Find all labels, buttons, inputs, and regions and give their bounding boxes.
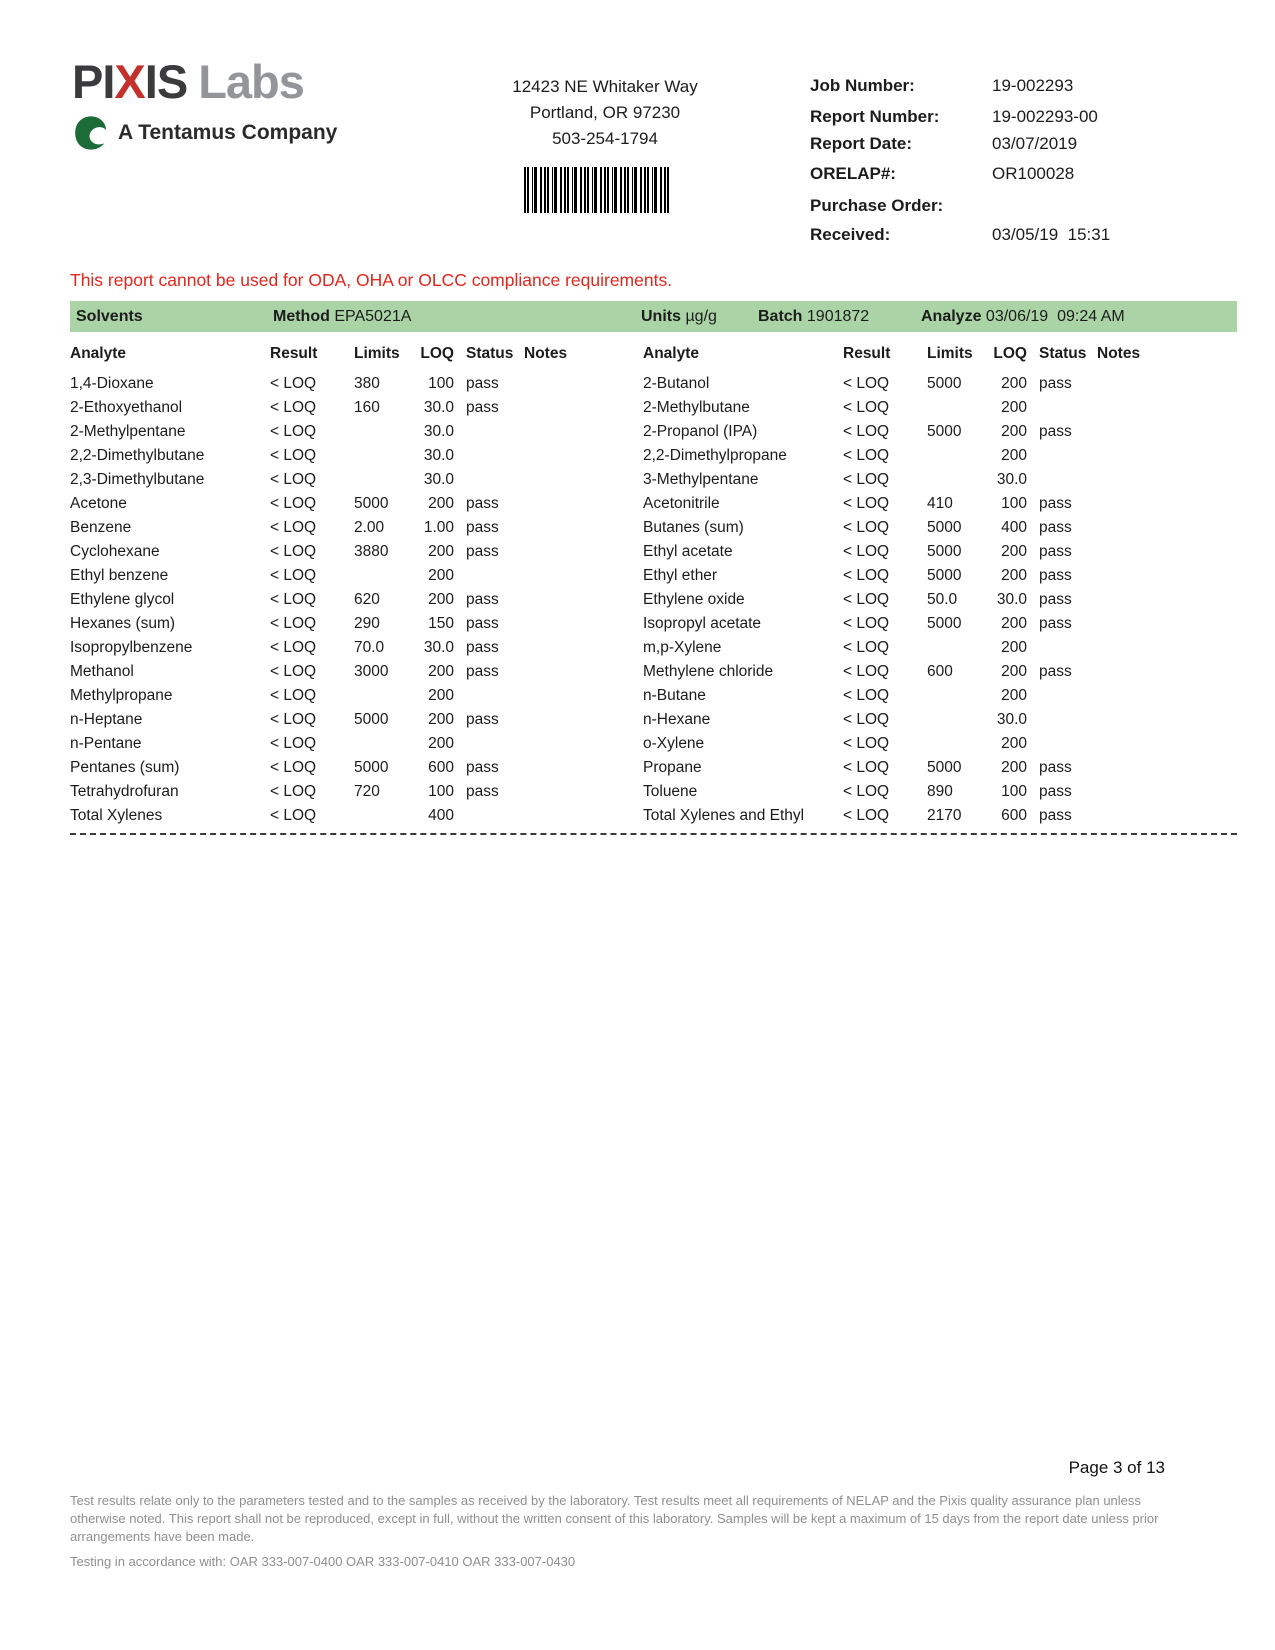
status-cell: pass: [1039, 663, 1072, 680]
analyze-value: 03/06/19 09:24 AM: [985, 308, 1125, 325]
status-cell: pass: [1039, 783, 1072, 800]
method-field: [273, 301, 411, 332]
table-row: [70, 780, 635, 804]
table-header-left: [70, 342, 635, 366]
result-cell: < LOQ: [270, 519, 317, 536]
status-cell: pass: [1039, 615, 1072, 632]
units-field: [641, 301, 717, 332]
loq-cell: 200: [1001, 687, 1027, 704]
status-column-header: Status: [1039, 345, 1087, 362]
limits-cell: 5000: [354, 495, 389, 512]
table-row: [643, 540, 1235, 564]
analyte-cell: 2-Ethoxyethanol: [70, 399, 183, 416]
loq-cell: 100: [428, 783, 454, 800]
loq-cell: 600: [1001, 807, 1027, 824]
limits-cell: 5000: [927, 567, 962, 584]
analyte-cell: Ethyl acetate: [643, 543, 733, 560]
result-cell: < LOQ: [270, 471, 317, 488]
status-cell: pass: [466, 399, 499, 416]
limits-cell: 2170: [927, 807, 962, 824]
leaf-icon: [72, 114, 110, 152]
info-row-report-number: [810, 107, 1230, 127]
result-cell: < LOQ: [843, 807, 890, 824]
analyte-cell: Ethyl ether: [643, 567, 718, 584]
analyte-cell: Isopropyl acetate: [643, 615, 762, 632]
table-row: [70, 492, 635, 516]
limits-cell: 5000: [927, 375, 962, 392]
footer-accordance: Testing in accordance with: OAR 333-007-0400 OAR 333-007-0410 OAR 333-007-0430: [70, 1554, 576, 1569]
analyte-cell: 3-Methylpentane: [643, 471, 759, 488]
status-cell: pass: [466, 375, 499, 392]
analyte-cell: n-Pentane: [70, 735, 142, 752]
loq-cell: 200: [428, 543, 454, 560]
section-title: Solvents: [76, 308, 143, 325]
table-row: [70, 804, 635, 828]
loq-cell: 1.00: [423, 519, 454, 536]
job-number-value: 19-002293: [992, 76, 1074, 95]
analyte-cell: n-Heptane: [70, 711, 143, 728]
status-cell: pass: [466, 639, 499, 656]
loq-cell: 400: [428, 807, 454, 824]
limits-cell: 50.0: [927, 591, 958, 608]
table-row: [70, 660, 635, 684]
table-row: [643, 396, 1235, 420]
address-phone: 503-254-1794: [552, 129, 658, 148]
batch-label: Batch: [758, 308, 803, 325]
status-cell: pass: [466, 711, 499, 728]
info-row-received: [810, 225, 1230, 245]
table-row: [70, 396, 635, 420]
analyte-cell: Toluene: [643, 783, 698, 800]
loq-cell: 200: [1001, 375, 1027, 392]
loq-cell: 200: [1001, 399, 1027, 416]
loq-cell: 200: [1001, 447, 1027, 464]
limits-cell: 410: [927, 495, 953, 512]
table-header-right: [643, 342, 1235, 366]
limits-cell: 160: [354, 399, 380, 416]
status-cell: pass: [466, 615, 499, 632]
result-cell: < LOQ: [843, 663, 890, 680]
limits-cell: 5000: [927, 519, 962, 536]
analyte-cell: Hexanes (sum): [70, 615, 176, 632]
status-cell: pass: [1039, 759, 1072, 776]
analyte-cell: Acetone: [70, 495, 127, 512]
table-row: [643, 804, 1235, 828]
loq-cell: 150: [428, 615, 454, 632]
result-cell: < LOQ: [843, 471, 890, 488]
result-cell: < LOQ: [843, 495, 890, 512]
limits-cell: 70.0: [354, 639, 385, 656]
status-cell: pass: [1039, 519, 1072, 536]
result-cell: < LOQ: [270, 711, 317, 728]
units-label: Units: [641, 308, 681, 325]
status-cell: pass: [466, 543, 499, 560]
table-body-right: [643, 372, 1235, 828]
logo-tagline-row: [72, 114, 337, 152]
results-table-left: [70, 342, 635, 828]
notes-column-header: Notes: [1097, 345, 1141, 362]
table-row: [643, 588, 1235, 612]
analyte-cell: 2-Propanol (IPA): [643, 423, 758, 440]
table-row: [643, 564, 1235, 588]
table-row: [643, 420, 1235, 444]
analyte-cell: Isopropylbenzene: [70, 639, 193, 656]
received-value: 03/05/19 15:31: [992, 225, 1111, 244]
table-row: [70, 468, 635, 492]
loq-cell: 30.0: [423, 447, 454, 464]
loq-cell: 30.0: [996, 471, 1027, 488]
result-cell: < LOQ: [270, 375, 317, 392]
result-cell: < LOQ: [843, 711, 890, 728]
result-cell: < LOQ: [270, 639, 317, 656]
analyte-cell: 2,3-Dimethylbutane: [70, 471, 205, 488]
received-label: Received:: [810, 225, 891, 244]
page-number: Page 3 of 13: [1068, 1458, 1165, 1477]
result-cell: < LOQ: [843, 567, 890, 584]
table-row: [70, 732, 635, 756]
loq-cell: 200: [428, 687, 454, 704]
logo-wordmark: [72, 55, 337, 108]
limits-cell: 3880: [354, 543, 389, 560]
loq-cell: 30.0: [423, 423, 454, 440]
table-row: [643, 708, 1235, 732]
loq-cell: 200: [428, 711, 454, 728]
status-cell: pass: [1039, 543, 1072, 560]
address-line-2: Portland, OR 97230: [529, 103, 681, 122]
results-table-right: [643, 342, 1235, 828]
table-row: [643, 780, 1235, 804]
table-body-left: [70, 372, 635, 828]
footer-disclaimer: [70, 1492, 1190, 1546]
result-cell: < LOQ: [270, 447, 317, 464]
status-cell: pass: [1039, 423, 1072, 440]
disclaimer-line-3: arrangements have been made.: [70, 1529, 255, 1544]
barcode-icon: [524, 167, 670, 213]
analyte-cell: Ethyl benzene: [70, 567, 169, 584]
result-cell: < LOQ: [843, 639, 890, 656]
analyte-cell: n-Butane: [643, 687, 706, 704]
logo-letters-pi: PI: [72, 55, 115, 108]
analyte-cell: Benzene: [70, 519, 132, 536]
analyte-cell: Ethylene glycol: [70, 591, 175, 608]
analyte-cell: Methylene chloride: [643, 663, 774, 680]
status-column-header: Status: [466, 345, 514, 362]
loq-cell: 100: [428, 375, 454, 392]
analyte-cell: 2,2-Dimethylbutane: [70, 447, 205, 464]
info-row-purchase-order: [810, 196, 1230, 216]
table-row: [643, 612, 1235, 636]
result-cell: < LOQ: [270, 423, 317, 440]
limits-cell: 3000: [354, 663, 389, 680]
result-cell: < LOQ: [843, 423, 890, 440]
table-row: [643, 636, 1235, 660]
result-cell: < LOQ: [843, 615, 890, 632]
logo-letters-is: IS: [144, 55, 188, 108]
result-cell: < LOQ: [270, 735, 317, 752]
analyte-cell: n-Hexane: [643, 711, 711, 728]
table-row: [643, 372, 1235, 396]
table-row: [70, 444, 635, 468]
table-row: [643, 684, 1235, 708]
status-cell: pass: [466, 759, 499, 776]
result-column-header: Result: [270, 345, 318, 362]
result-cell: < LOQ: [843, 687, 890, 704]
limits-cell: 380: [354, 375, 380, 392]
status-cell: pass: [1039, 375, 1072, 392]
analyte-cell: Pentanes (sum): [70, 759, 180, 776]
result-cell: < LOQ: [270, 543, 317, 560]
analyte-cell: Total Xylenes: [70, 807, 163, 824]
result-cell: < LOQ: [270, 495, 317, 512]
result-cell: < LOQ: [843, 447, 890, 464]
status-cell: pass: [1039, 591, 1072, 608]
result-cell: < LOQ: [270, 663, 317, 680]
status-cell: pass: [466, 519, 499, 536]
loq-cell: 200: [1001, 663, 1027, 680]
loq-cell: 600: [428, 759, 454, 776]
batch-field: [758, 301, 869, 332]
result-cell: < LOQ: [843, 519, 890, 536]
table-row: [70, 516, 635, 540]
table-row: [70, 708, 635, 732]
info-row-job-number: [810, 76, 1230, 96]
table-row: [70, 372, 635, 396]
analyze-field: [921, 301, 1125, 332]
disclaimer-line-2: otherwise noted. This report shall not be reproduced, except in full, without the written consent of this laboratory. Samples will be kept a maximum of 15 days from the report date unless prior: [70, 1511, 1159, 1526]
lab-address: [455, 74, 755, 152]
analyte-cell: Butanes (sum): [643, 519, 744, 536]
loq-cell: 30.0: [423, 471, 454, 488]
disclaimer-line-1: Test results relate only to the parameters tested and to the samples as received by the laboratory. Test results meet all requirements of NELAP and the Pixis quality assurance plan unless: [70, 1493, 1141, 1508]
status-cell: pass: [1039, 807, 1072, 824]
analyte-cell: Methanol: [70, 663, 134, 680]
orelap-label: ORELAP#:: [810, 164, 896, 183]
loq-cell: 30.0: [996, 711, 1027, 728]
status-cell: pass: [466, 663, 499, 680]
table-row: [70, 420, 635, 444]
loq-cell: 200: [428, 495, 454, 512]
analyte-cell: 2-Butanol: [643, 375, 710, 392]
table-row: [70, 612, 635, 636]
table-row: [643, 468, 1235, 492]
report-date-label: Report Date:: [810, 134, 913, 153]
result-cell: < LOQ: [270, 567, 317, 584]
logo-tagline: A Tentamus Company: [118, 121, 338, 144]
job-number-label: Job Number:: [810, 76, 915, 95]
limits-cell: 5000: [927, 759, 962, 776]
table-row: [643, 444, 1235, 468]
loq-cell: 200: [428, 663, 454, 680]
loq-cell: 30.0: [423, 399, 454, 416]
table-row: [643, 516, 1235, 540]
compliance-notice: This report cannot be used for ODA, OHA or OLCC compliance requirements.: [70, 270, 673, 290]
limits-cell: 2.00: [354, 519, 385, 536]
analyte-cell: Tetrahydrofuran: [70, 783, 179, 800]
table-row: [70, 684, 635, 708]
dashed-separator: [70, 833, 1237, 835]
loq-cell: 30.0: [423, 639, 454, 656]
batch-value: 1901872: [806, 308, 870, 325]
status-cell: pass: [1039, 495, 1072, 512]
notes-column-header: Notes: [524, 345, 568, 362]
loq-cell: 200: [1001, 759, 1027, 776]
result-cell: < LOQ: [270, 759, 317, 776]
analyte-cell: 2-Methylbutane: [643, 399, 750, 416]
loq-cell: 200: [428, 567, 454, 584]
units-value: µg/g: [685, 308, 717, 325]
analyte-cell: o-Xylene: [643, 735, 705, 752]
result-cell: < LOQ: [843, 783, 890, 800]
section-bar: [70, 301, 1237, 332]
logo-letter-x: X: [114, 55, 145, 108]
analyte-cell: m,p-Xylene: [643, 639, 722, 656]
info-row-report-date: [810, 134, 1230, 154]
table-row: [643, 756, 1235, 780]
limits-column-header: Limits: [927, 345, 973, 362]
result-cell: < LOQ: [270, 687, 317, 704]
limits-cell: 5000: [927, 615, 962, 632]
limits-column-header: Limits: [354, 345, 400, 362]
pixis-labs-logo: [72, 55, 338, 152]
result-cell: < LOQ: [843, 735, 890, 752]
analyte-cell: Propane: [643, 759, 702, 776]
limits-cell: 720: [354, 783, 380, 800]
analyte-cell: Total Xylenes and Ethyl: [643, 807, 805, 824]
analyze-label: Analyze: [921, 308, 982, 325]
result-cell: < LOQ: [843, 759, 890, 776]
status-cell: pass: [466, 495, 499, 512]
limits-cell: 5000: [927, 423, 962, 440]
orelap-value: OR100028: [992, 164, 1075, 183]
info-row-orelap: [810, 164, 1230, 184]
loq-cell: 200: [1001, 639, 1027, 656]
analyte-column-header: Analyte: [643, 345, 699, 362]
status-cell: pass: [466, 783, 499, 800]
limits-cell: 290: [354, 615, 380, 632]
report-date-value: 03/07/2019: [992, 134, 1078, 153]
table-row: [643, 732, 1235, 756]
table-row: [643, 492, 1235, 516]
loq-cell: 100: [1001, 495, 1027, 512]
analyte-cell: Acetonitrile: [643, 495, 720, 512]
loq-cell: 100: [1001, 783, 1027, 800]
loq-cell: 200: [1001, 543, 1027, 560]
loq-column-header: LOQ: [420, 345, 454, 362]
method-value: EPA5021A: [334, 308, 412, 325]
table-row: [70, 540, 635, 564]
table-row: [70, 756, 635, 780]
analyte-cell: Methylpropane: [70, 687, 173, 704]
table-row: [70, 636, 635, 660]
loq-cell: 200: [428, 591, 454, 608]
limits-cell: 5000: [927, 543, 962, 560]
table-row: [70, 564, 635, 588]
result-cell: < LOQ: [270, 591, 317, 608]
limits-cell: 5000: [354, 711, 389, 728]
analyte-cell: 2-Methylpentane: [70, 423, 186, 440]
result-cell: < LOQ: [843, 591, 890, 608]
result-cell: < LOQ: [270, 807, 317, 824]
limits-cell: 620: [354, 591, 380, 608]
loq-cell: 200: [428, 735, 454, 752]
result-cell: < LOQ: [843, 399, 890, 416]
limits-cell: 5000: [354, 759, 389, 776]
table-row: [70, 588, 635, 612]
analyte-cell: 2,2-Dimethylpropane: [643, 447, 787, 464]
result-cell: < LOQ: [270, 783, 317, 800]
loq-cell: 200: [1001, 735, 1027, 752]
loq-cell: 200: [1001, 567, 1027, 584]
status-cell: pass: [1039, 567, 1072, 584]
limits-cell: 890: [927, 783, 953, 800]
logo-word-labs: Labs: [198, 55, 304, 108]
status-cell: pass: [466, 591, 499, 608]
result-cell: < LOQ: [270, 399, 317, 416]
result-column-header: Result: [843, 345, 891, 362]
report-number-value: 19-002293-00: [992, 107, 1098, 126]
result-cell: < LOQ: [270, 615, 317, 632]
table-row: [643, 660, 1235, 684]
result-cell: < LOQ: [843, 375, 890, 392]
loq-cell: 400: [1001, 519, 1027, 536]
address-line-1: 12423 NE Whitaker Way: [512, 77, 698, 96]
method-label: Method: [273, 308, 330, 325]
analyte-cell: Cyclohexane: [70, 543, 160, 560]
analyte-cell: 1,4-Dioxane: [70, 375, 154, 392]
result-cell: < LOQ: [843, 543, 890, 560]
loq-cell: 30.0: [996, 591, 1027, 608]
loq-column-header: LOQ: [993, 345, 1027, 362]
purchase-order-label: Purchase Order:: [810, 196, 944, 215]
loq-cell: 200: [1001, 423, 1027, 440]
report-number-label: Report Number:: [810, 107, 940, 126]
analyte-column-header: Analyte: [70, 345, 126, 362]
analyte-cell: Ethylene oxide: [643, 591, 745, 608]
loq-cell: 200: [1001, 615, 1027, 632]
limits-cell: 600: [927, 663, 953, 680]
